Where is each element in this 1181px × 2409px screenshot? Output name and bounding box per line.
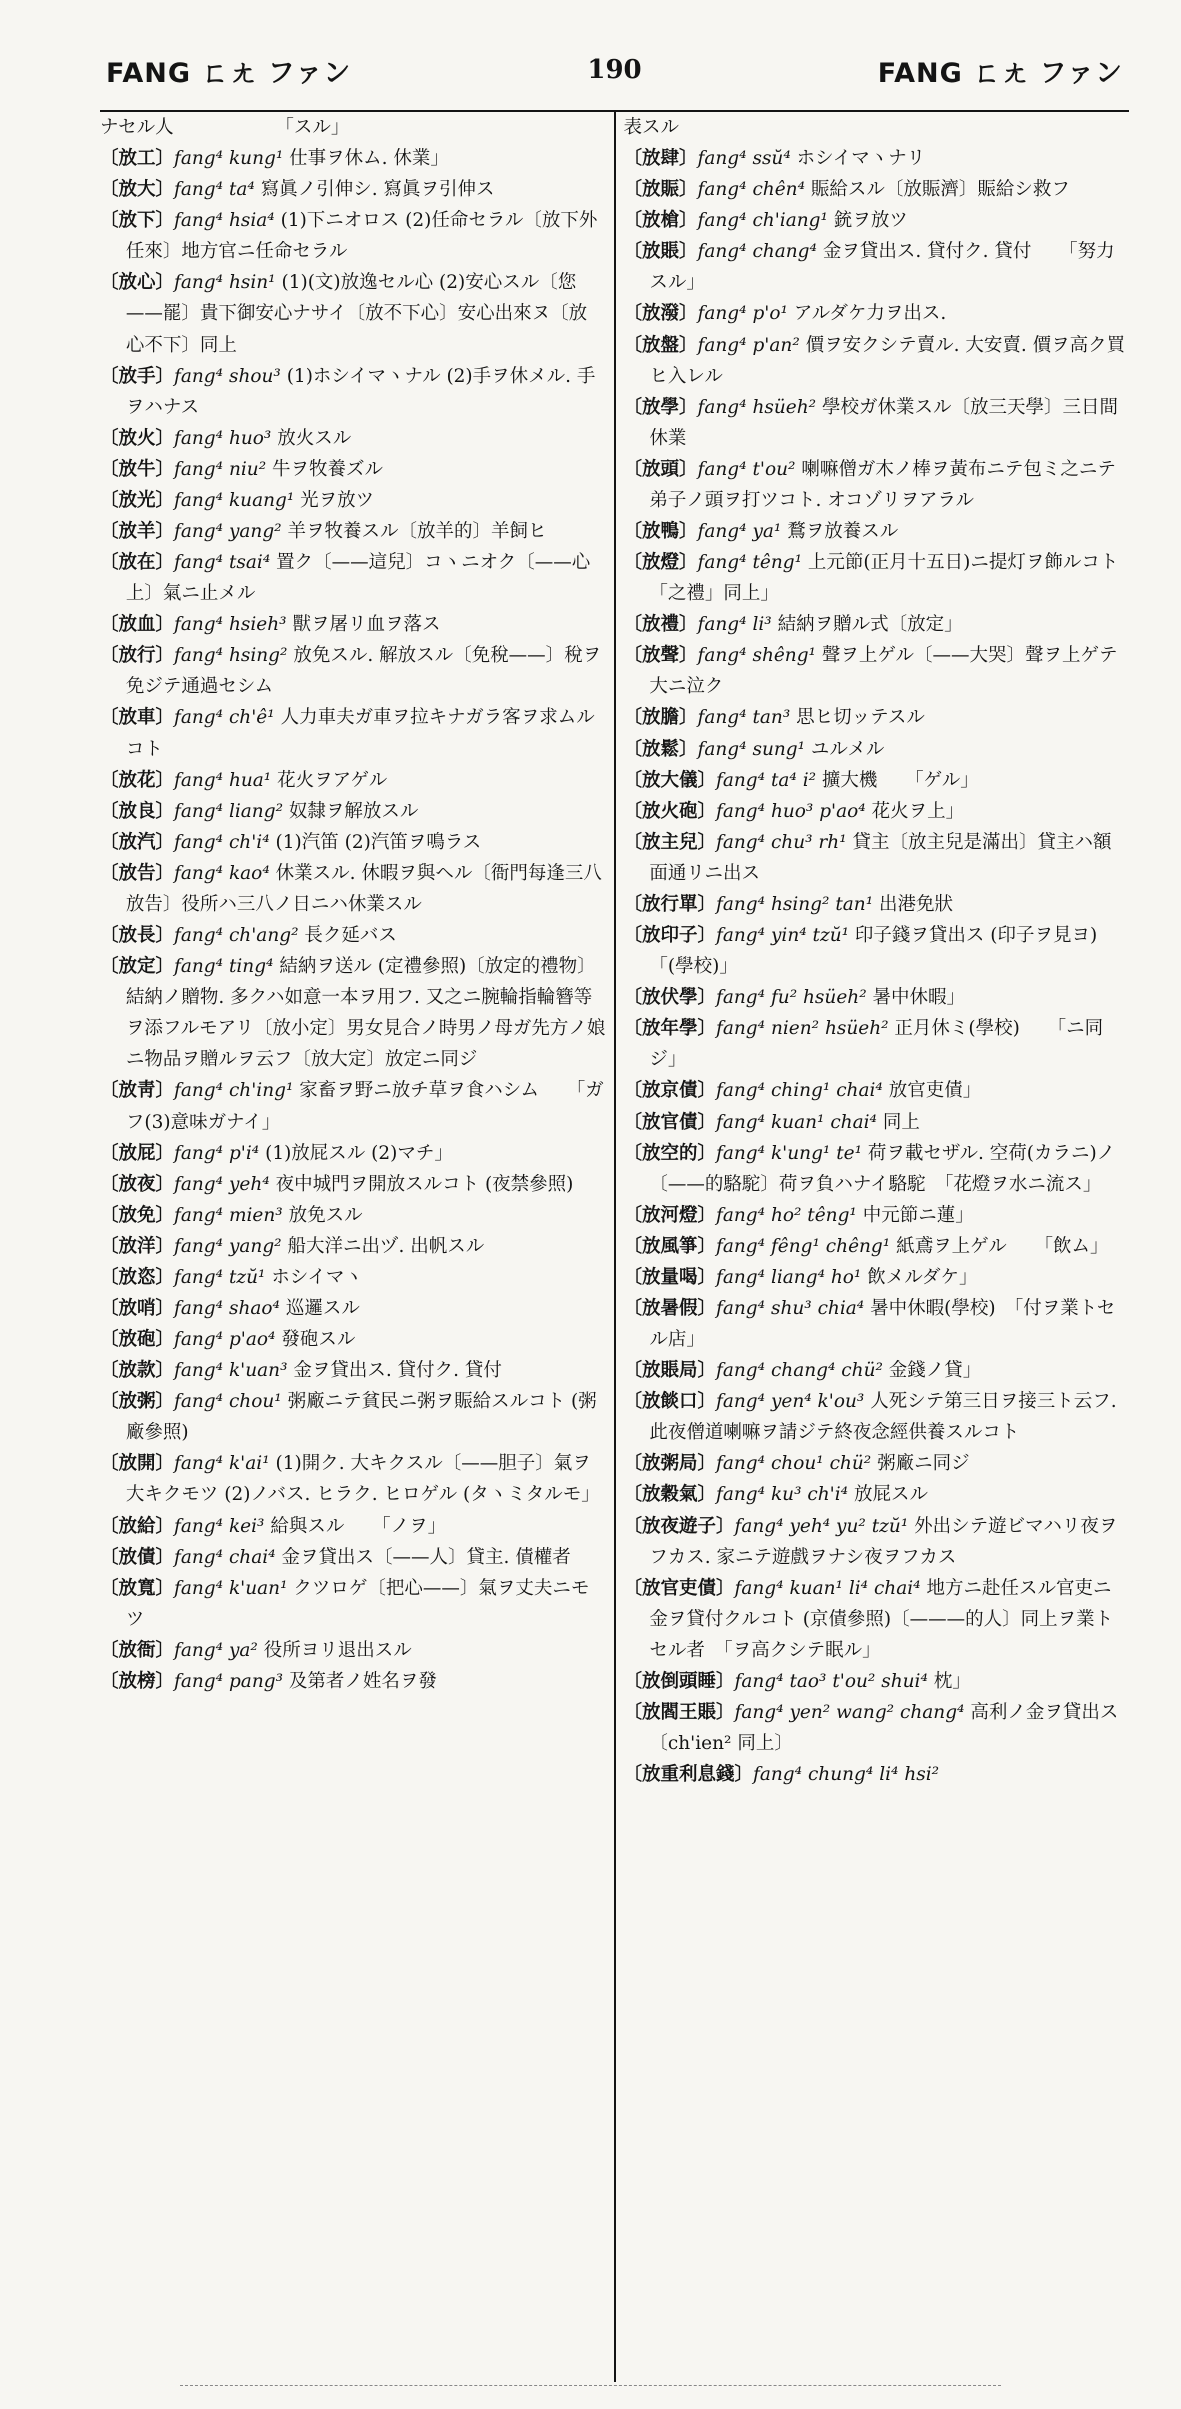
entry-headword: 〔放量喝〕 [623, 1266, 717, 1288]
entry-headword: 〔放火砲〕 [623, 800, 717, 822]
dictionary-entry [624, 1262, 1130, 1293]
dictionary-entry [624, 702, 1130, 733]
entry-headword: 〔放花〕 [100, 769, 175, 791]
entry-headword: 〔放行單〕 [623, 893, 717, 915]
entry-headword: 〔放汽〕 [100, 831, 175, 853]
entry-definition: 銃ヲ放ツ [827, 210, 908, 232]
entry-romanization: fang⁴ huo³ [174, 427, 272, 449]
entry-romanization: fang⁴ huo³ p'ao⁴ [716, 800, 866, 822]
entry-headword: 〔放砲〕 [100, 1329, 175, 1351]
entry-headword: 〔放潑〕 [623, 303, 698, 325]
entry-headword: 〔放風箏〕 [623, 1235, 717, 1257]
entry-definition: 金ヲ貸出ス〔——人〕貸主. 債權者 [275, 1546, 571, 1568]
entry-headword: 〔放告〕 [100, 862, 175, 884]
entry-headword: 〔放靑〕 [100, 1080, 175, 1102]
entry-definition: 牛ヲ牧養ズル [266, 458, 383, 480]
entry-romanization: fang⁴ liang² [174, 800, 283, 822]
entry-definition: ナセル人 「スル」 [100, 117, 350, 138]
entry-headword: 〔放賑〕 [623, 179, 698, 201]
page-header [100, 40, 1129, 100]
dictionary-columns [100, 110, 1137, 2382]
dictionary-entry [100, 423, 606, 454]
dictionary-entry [100, 1169, 606, 1200]
entry-definition: 同上 [876, 1111, 920, 1133]
entry-headword: 〔放寬〕 [100, 1577, 175, 1599]
entry-headword: 〔放債〕 [100, 1546, 175, 1568]
entry-headword: 〔放榜〕 [100, 1670, 175, 1692]
dictionary-entry [100, 827, 606, 858]
entry-headword: 〔放主兒〕 [623, 831, 717, 853]
dictionary-entry [624, 298, 1130, 329]
entry-definition: 思ヒ切ッテスル [790, 707, 925, 729]
entry-definition: 印子錢ヲ貸出ス (印子ヲ見ヨ) 「(學校)」 [649, 925, 1135, 978]
entry-romanization: fang⁴ p'o¹ [697, 303, 788, 325]
entry-definition: 暑中休暇(學校) 「付ヲ業トセル店」 [649, 1297, 1116, 1351]
entry-romanization: fang⁴ k'uan³ [174, 1360, 288, 1382]
entry-definition: アルダケ力ヲ出ス. [787, 303, 947, 325]
entry-definition: 結納ヲ贈ル式〔放定」 [771, 614, 963, 636]
entry-definition: 夜中城門ヲ開放スルコト (夜禁參照) [269, 1173, 574, 1195]
entry-headword: 〔放學〕 [623, 396, 698, 418]
dictionary-entry [100, 609, 606, 640]
entry-romanization: fang⁴ hsing² tan¹ [716, 893, 874, 915]
entry-definition: 荷ヲ載セザル. 空荷(カラニ)ノ〔——的駱駝〕荷ヲ負ハナイ駱駝 「花燈ヲ水ニ流ス」 [649, 1142, 1116, 1195]
entry-definition: 紙鳶ヲ上ゲル 「飲ム」 [890, 1235, 1109, 1257]
entry-romanization: fang⁴ yen⁴ k'ou³ [716, 1391, 865, 1413]
entry-romanization: fang⁴ yin⁴ tzŭ¹ [716, 925, 850, 947]
entry-definition: 枕」 [927, 1670, 971, 1692]
entry-headword: 〔放給〕 [100, 1515, 175, 1537]
entry-definition: 羊ヲ牧養スル〔放羊的〕羊飼ヒ [281, 521, 547, 543]
entry-romanization: fang⁴ chu³ rh¹ [716, 831, 847, 853]
entry-headword: 〔放鬆〕 [623, 738, 698, 760]
entry-definition: 地方ニ赴任スル官吏ニ金ヲ貸付クルコト (京債參照)〔———的人〕同上ヲ業トセル者 「ヲ高クシテ眠ル」 [649, 1577, 1114, 1661]
dictionary-entry [624, 1075, 1130, 1106]
entry-headword: 〔放夜遊子〕 [623, 1515, 735, 1537]
entry-headword: 〔放夜〕 [100, 1173, 175, 1195]
dictionary-entry [100, 702, 606, 764]
entry-headword: 〔放燈〕 [623, 552, 698, 574]
dictionary-entry [624, 1697, 1130, 1759]
dictionary-entry [100, 1666, 606, 1697]
entry-definition: 給與スル 「ノヲ」 [264, 1515, 447, 1537]
entry-romanization: fang⁴ niu² [174, 458, 267, 480]
entry-definition: 學校ガ休業スル〔放三天學〕三日間休業 [649, 396, 1118, 449]
entry-romanization: fang⁴ shu³ chia⁴ [716, 1297, 865, 1319]
entry-romanization: fang⁴ p'ao⁴ [174, 1329, 276, 1351]
dictionary-entry [624, 1231, 1130, 1262]
entry-romanization: fang⁴ yeh⁴ yu² tzŭ¹ [734, 1515, 909, 1537]
entry-romanization: fang⁴ ya¹ [697, 521, 782, 543]
entry-definition: 金錢ノ貸」 [882, 1360, 982, 1382]
entry-headword: 〔放血〕 [100, 614, 175, 636]
entry-headword: 〔放車〕 [100, 707, 175, 729]
entry-romanization: fang⁴ hsing² [174, 645, 288, 667]
entry-romanization: fang⁴ ya² [174, 1639, 258, 1661]
entry-definition: 金ヲ貸出ス. 貸付ク. 貸付 「努力スル」 [649, 241, 1115, 294]
entry-headword: 〔放禮〕 [623, 614, 698, 636]
entry-definition: 賑給スル〔放賑濟〕賑給シ救フ [805, 179, 1070, 201]
entry-definition: 及第者ノ姓名ヲ發 [283, 1670, 437, 1692]
dictionary-entry [100, 485, 606, 516]
entry-definition: ホシイマヽナリ [790, 148, 926, 170]
dictionary-entry [100, 143, 606, 174]
entry-romanization: fang⁴ chung⁴ li⁴ hsi² [753, 1764, 940, 1786]
dictionary-entry [624, 392, 1130, 454]
entry-romanization: fang⁴ shou³ [174, 365, 281, 387]
dictionary-entry [624, 765, 1130, 796]
dictionary-entry [624, 1200, 1130, 1231]
entry-definition: 放官吏債」 [882, 1080, 982, 1102]
entry-romanization: fang⁴ ch'iang¹ [697, 210, 828, 232]
entry-romanization: fang⁴ kuan¹ chai⁴ [716, 1111, 877, 1133]
entry-headword: 〔放暑假〕 [623, 1297, 717, 1319]
dictionary-entry [100, 1293, 606, 1324]
entry-romanization: fang⁴ yen² wang² chang⁴ [734, 1701, 965, 1723]
entry-definition: 金ヲ貸出ス. 貸付ク. 貸付 [287, 1360, 502, 1382]
entry-romanization: fang⁴ ch'i⁴ [174, 831, 270, 853]
dictionary-entry [624, 1759, 1130, 1790]
entry-romanization: fang⁴ nien² hsüeh² [716, 1018, 889, 1040]
dictionary-entry [624, 889, 1130, 920]
entry-definition: ユルメル [805, 738, 885, 760]
entry-headword: 〔放粥〕 [100, 1391, 175, 1413]
entry-romanization: fang⁴ liang⁴ ho¹ [716, 1266, 862, 1288]
entry-headword: 〔放在〕 [100, 552, 175, 574]
entry-definition: 粥廠ニテ貧民ニ粥ヲ賑給スルコト (粥廠參照) [125, 1391, 597, 1444]
dictionary-entry [624, 112, 1130, 143]
dictionary-entry [100, 1138, 606, 1169]
entry-headword: 〔放光〕 [100, 489, 175, 511]
entry-definition: 仕事ヲ休ム. 休業」 [283, 148, 449, 170]
entry-romanization: fang⁴ hsin¹ [174, 272, 276, 294]
entry-romanization: fang⁴ ting⁴ [174, 956, 274, 978]
dictionary-entry [100, 1231, 606, 1262]
entry-definition: 正月休ミ(學校) 「ニ同ジ」 [649, 1018, 1104, 1071]
entry-definition: 巡邏スル [279, 1297, 360, 1319]
dictionary-entry [624, 174, 1130, 205]
entry-romanization: fang⁴ fu² hsüeh² [716, 987, 867, 1009]
entry-romanization: fang⁴ p'an² [697, 334, 800, 356]
entry-romanization: fang⁴ tsai⁴ [174, 552, 271, 574]
entry-definition: 貸主〔放主兒是滿出〕貸主ハ額面通リニ出ス [649, 831, 1112, 884]
dictionary-entry [100, 920, 606, 951]
entry-headword: 〔放官吏債〕 [623, 1577, 735, 1599]
entry-headword: 〔放良〕 [100, 800, 175, 822]
entry-definition: 高利ノ金ヲ貸出ス〔ch'ien² 同上〕 [649, 1701, 1119, 1755]
entry-definition: 人死シテ第三日ヲ接三ト云フ. 此夜僧道喇嘛ヲ請ジテ終夜念經供養スルコト [649, 1391, 1117, 1444]
entry-romanization: fang⁴ kuan¹ li⁴ chai⁴ [734, 1577, 921, 1599]
entry-definition: (1)開ク. 大キクスル〔——胆子〕氣ヲ大キクモツ (2)ノバス. ヒラク. ヒロゲル (タヽミタルモ」 [125, 1453, 600, 1506]
dictionary-entry [100, 1635, 606, 1666]
dictionary-entry [624, 516, 1130, 547]
entry-romanization: fang⁴ chang⁴ [697, 241, 817, 263]
entry-romanization: fang⁴ kung¹ [174, 148, 284, 170]
dictionary-entry [624, 796, 1130, 827]
entry-romanization: fang⁴ mien³ [174, 1204, 283, 1226]
entry-definition: (1)放屁スル (2)マチ」 [259, 1142, 453, 1164]
entry-definition: 寫眞ノ引伸シ. 寫眞ヲ引伸ス [254, 179, 495, 201]
entry-headword: 〔放衙〕 [100, 1639, 175, 1661]
page-number: 190 [587, 55, 642, 85]
entry-definition: 聲ヲ上ゲル〔——大哭〕聲ヲ上ゲテ大ニ泣ク [649, 645, 1118, 698]
entry-romanization: fang⁴ kuang¹ [174, 489, 295, 511]
dictionary-entry [100, 858, 606, 920]
entry-definition: 役所ヨリ退出スル [257, 1639, 412, 1661]
entry-headword: 〔放哨〕 [100, 1297, 175, 1319]
entry-romanization: fang⁴ hsia⁴ [174, 210, 275, 232]
entry-definition: 放免スル [282, 1204, 363, 1226]
dictionary-entry [623, 920, 1135, 982]
right-column [614, 112, 1137, 2382]
entry-romanization: fang⁴ ta⁴ i² [716, 769, 817, 791]
dictionary-entry [624, 1666, 1130, 1697]
entry-romanization: fang⁴ k'ung¹ te¹ [716, 1142, 863, 1164]
entry-headword: 〔放空的〕 [623, 1142, 717, 1164]
entry-romanization: fang⁴ kei³ [174, 1515, 265, 1537]
entry-romanization: fang⁴ chên⁴ [697, 179, 806, 201]
entry-definition: 放免スル. 解放スル〔免稅——〕稅ヲ免ジテ通過セシム [125, 645, 602, 698]
entry-definition: 置ク〔——這兒〕コヽニオク〔——心上〕氣ニ止メル [125, 552, 591, 605]
entry-definition: (1)下ニオロス (2)任命セラル〔放下外任來〕地方官ニ任命セラル [125, 210, 598, 263]
entry-headword: 〔放大儀〕 [623, 769, 717, 791]
entry-romanization: fang⁴ ch'ing¹ [174, 1080, 294, 1102]
dictionary-entry [624, 609, 1130, 640]
dictionary-entry [100, 1200, 606, 1231]
entry-definition: 放火スル [271, 427, 352, 449]
entry-headword: 〔放肆〕 [623, 148, 698, 170]
entry-headword: 〔放賬〕 [623, 241, 698, 263]
entry-headword: 〔放重利息錢〕 [623, 1764, 754, 1786]
entry-romanization: fang⁴ shao⁴ [174, 1297, 280, 1319]
entry-definition: 表スル [623, 117, 680, 138]
dictionary-entry [100, 640, 606, 702]
entry-romanization: fang⁴ ho² têng¹ [716, 1204, 857, 1226]
entry-definition: 放屁スル [848, 1484, 928, 1506]
dictionary-entry [624, 330, 1130, 392]
entry-headword: 〔放鴨〕 [623, 521, 698, 543]
entry-definition: 擴大機 「ゲル」 [816, 769, 979, 791]
entry-headword: 〔放下〕 [100, 210, 175, 232]
entry-headword: 〔放頭〕 [623, 458, 698, 480]
entry-romanization: fang⁴ k'ai¹ [174, 1453, 270, 1475]
dictionary-entry [624, 1511, 1130, 1573]
entry-romanization: fang⁴ ching¹ chai⁴ [716, 1080, 883, 1102]
dictionary-entry [624, 1573, 1130, 1666]
entry-headword: 〔放免〕 [100, 1204, 175, 1226]
entry-definition: 出港免狀 [873, 893, 954, 915]
entry-headword: 〔放聲〕 [623, 645, 698, 667]
entry-romanization: fang⁴ fêng¹ chêng¹ [716, 1235, 891, 1257]
dictionary-entry [100, 1324, 606, 1355]
entry-headword: 〔放恣〕 [100, 1266, 175, 1288]
dictionary-entry [100, 951, 606, 1075]
entry-romanization: fang⁴ ch'ang² [174, 925, 299, 947]
dictionary-entry [624, 1138, 1130, 1200]
entry-definition: 上元節(正月十五日)ニ提灯ヲ飾ルコト 「之禮」同上」 [649, 552, 1137, 605]
entry-romanization: fang⁴ ku³ ch'i⁴ [716, 1484, 849, 1506]
entry-romanization: fang⁴ t'ou² [697, 458, 796, 480]
dictionary-entry [100, 1075, 606, 1137]
dictionary-entry [100, 1511, 606, 1542]
dictionary-entry [624, 734, 1130, 765]
entry-headword: 〔放洋〕 [100, 1235, 175, 1257]
dictionary-entry [624, 1479, 1130, 1510]
header-right-guide: FANG ㄈㄤ ファン [877, 57, 1123, 89]
entry-headword: 〔放羊〕 [100, 521, 175, 543]
entry-headword: 〔放倒頭睡〕 [623, 1670, 735, 1692]
dictionary-entry [100, 1262, 606, 1293]
entry-romanization: fang⁴ yeh⁴ [174, 1173, 270, 1195]
entry-romanization: fang⁴ pang³ [174, 1670, 283, 1692]
entry-headword: 〔放行〕 [100, 645, 175, 667]
entry-headword: 〔放伏學〕 [623, 987, 717, 1009]
dictionary-entry [100, 1542, 606, 1573]
entry-romanization: fang⁴ tao³ t'ou² shui⁴ [734, 1670, 928, 1692]
entry-romanization: fang⁴ têng¹ [697, 552, 803, 574]
dictionary-entry [624, 1386, 1130, 1448]
dictionary-entry [624, 236, 1130, 298]
entry-romanization: fang⁴ ta⁴ [174, 179, 255, 201]
entry-romanization: fang⁴ sung¹ [697, 738, 806, 760]
entry-definition: 奴隸ヲ解放スル [282, 800, 419, 822]
entry-definition: 結納ヲ送ル (定禮參照)〔放定的禮物〕結納ノ贈物. 多クハ如意一本ヲ用フ. 又之ニ腕輪指輪簪等ヲ添フルモアリ〔放小定〕男女見合ノ時男ノ母ガ先方ノ娘ニ物品ヲ贈ルヲ云フ〔放大定〕放定ニ同ジ [125, 956, 606, 1071]
entry-definition: 休業スル. 休暇ヲ與ヘル〔衙門每逢三八放告〕役所ハ三八ノ日ニハ休業スル [125, 862, 602, 915]
entry-romanization: fang⁴ shêng¹ [697, 645, 816, 667]
entry-romanization: fang⁴ hsieh³ [174, 614, 287, 636]
entry-headword: 〔放膽〕 [623, 707, 698, 729]
entry-headword: 〔放款〕 [100, 1360, 175, 1382]
entry-headword: 〔放定〕 [100, 956, 175, 978]
entry-headword: 〔放穀氣〕 [623, 1484, 717, 1506]
dictionary-entry [100, 174, 606, 205]
entry-definition: 船大洋ニ出ヅ. 出帆スル [281, 1235, 485, 1257]
entry-headword: 〔放河燈〕 [623, 1204, 717, 1226]
entry-romanization: fang⁴ p'i⁴ [174, 1142, 260, 1164]
entry-romanization: fang⁴ chou¹ chü² [716, 1453, 872, 1475]
entry-headword: 〔放盤〕 [623, 334, 698, 356]
dictionary-entry [100, 267, 606, 360]
entry-definition: (1)(文)放逸セル心 (2)安心スル〔您——罷〕貴下御安心ナサイ〔放不下心〕安心出來ヌ〔放心不下〕同上 [125, 272, 588, 356]
entry-definition: 獸ヲ屠リ血ヲ落ス [286, 614, 441, 636]
entry-romanization: fang⁴ ssŭ⁴ [697, 148, 791, 170]
entry-definition: 家畜ヲ野ニ放チ草ヲ食ハシム 「ガフ(3)意味ガナイ」 [125, 1080, 604, 1133]
entry-definition: 花火ヲ上」 [865, 800, 965, 822]
entry-headword: 〔放槍〕 [623, 210, 698, 232]
dictionary-entry [100, 205, 606, 267]
dictionary-entry [624, 1448, 1130, 1479]
entry-headword: 〔放餤口〕 [623, 1391, 717, 1413]
entry-definition: 發砲スル [275, 1329, 356, 1351]
entry-romanization: fang⁴ k'uan¹ [174, 1577, 288, 1599]
entry-headword: 〔放官債〕 [623, 1111, 717, 1133]
entry-definition: 飲メルダケ」 [861, 1266, 978, 1288]
entry-romanization: fang⁴ hsüeh² [697, 396, 817, 418]
dictionary-entry [624, 205, 1130, 236]
entry-definition: 價ヲ安クシテ賣ル. 大安賣. 價ヲ高ク買ヒ入レル [649, 334, 1126, 387]
dictionary-entry [100, 361, 606, 423]
dictionary-entry [624, 827, 1130, 889]
entry-headword: 〔放印子〕 [623, 925, 717, 947]
dictionary-entry [623, 547, 1137, 609]
entry-headword: 〔放粥局〕 [623, 1453, 717, 1475]
dictionary-entry [624, 640, 1130, 702]
entry-definition: (1)ホシイマヽナル (2)手ヲ休メル. 手ヲハナス [125, 365, 596, 418]
entry-definition: 長ク延バス [298, 925, 397, 947]
entry-romanization: fang⁴ chang⁴ chü² [716, 1360, 883, 1382]
entry-definition: 喇嘛僧ガ木ノ棒ヲ黃布ニテ包ミ之ニテ弟子ノ頭ヲ打ツコト. オコゾリヲアラル [649, 458, 1116, 511]
entry-romanization: fang⁴ chou¹ [174, 1391, 282, 1413]
dictionary-entry [100, 112, 606, 143]
entry-romanization: fang⁴ chai⁴ [174, 1546, 276, 1568]
dictionary-entry [624, 1293, 1130, 1355]
entry-headword: 〔放牛〕 [100, 458, 175, 480]
entry-headword: 〔放閻王賬〕 [623, 1701, 735, 1723]
entry-romanization: fang⁴ tzŭ¹ [174, 1266, 266, 1288]
footer-rule [180, 2385, 1001, 2386]
entry-headword: 〔放火〕 [100, 427, 175, 449]
entry-romanization: fang⁴ yang² [174, 1235, 282, 1257]
dictionary-entry [100, 1386, 606, 1448]
entry-romanization: fang⁴ hua¹ [174, 769, 272, 791]
dictionary-entry [624, 454, 1130, 516]
dictionary-entry [624, 1013, 1130, 1075]
entry-definition: クツロゲ〔把心——〕氣ヲ丈夫ニモツ [125, 1577, 590, 1630]
entry-definition: 光ヲ放ツ [294, 489, 375, 511]
entry-romanization: fang⁴ li³ [697, 614, 772, 636]
entry-headword: 〔放長〕 [100, 925, 175, 947]
entry-headword: 〔放開〕 [100, 1453, 175, 1475]
entry-headword: 〔放大〕 [100, 179, 175, 201]
entry-definition: 粥廠ニ同ジ [871, 1453, 970, 1475]
dictionary-entry [624, 1107, 1130, 1138]
entry-definition: 暑中休暇」 [866, 987, 965, 1009]
entry-definition: 人力車夫ガ車ヲ拉キナガラ客ヲ求ムルコト [125, 707, 595, 760]
dictionary-entry [100, 1355, 606, 1386]
dictionary-entry [100, 1573, 606, 1635]
entry-headword: 〔放京債〕 [623, 1080, 717, 1102]
entry-headword: 〔放年學〕 [623, 1018, 717, 1040]
entry-headword: 〔放工〕 [100, 148, 175, 170]
dictionary-entry [100, 796, 606, 827]
dictionary-entry [624, 143, 1130, 174]
entry-definition: 鶩ヲ放養スル [781, 521, 899, 543]
entry-headword: 〔放賬局〕 [623, 1360, 717, 1382]
entry-headword: 〔放心〕 [100, 272, 175, 294]
dictionary-entry [624, 982, 1130, 1013]
dictionary-entry [100, 454, 606, 485]
dictionary-entry [100, 516, 606, 547]
dictionary-entry [100, 765, 606, 796]
dictionary-entry [624, 1355, 1130, 1386]
dictionary-entry [100, 547, 606, 609]
entry-romanization: fang⁴ tan³ [697, 707, 791, 729]
entry-romanization: fang⁴ kao⁴ [174, 862, 270, 884]
entry-definition: ホシイマヽ [265, 1266, 363, 1288]
entry-definition: (1)汽笛 (2)汽笛ヲ鳴ラス [269, 831, 482, 853]
entry-definition: 花火ヲアゲル [271, 769, 388, 791]
entry-headword: 〔放手〕 [100, 365, 175, 387]
entry-headword: 〔放屁〕 [100, 1142, 175, 1164]
entry-definition: 外出シテ遊ビマハリ夜ヲフカス. 家ニテ遊戲ヲナシ夜ヲフカス [649, 1515, 1118, 1568]
left-column [100, 112, 614, 2382]
entry-romanization: fang⁴ ch'ê¹ [174, 707, 275, 729]
entry-romanization: fang⁴ yang² [174, 521, 282, 543]
dictionary-entry [100, 1448, 606, 1510]
header-left-guide: FANG ㄈㄤ ファン [106, 57, 352, 89]
entry-definition: 中元節ニ蓮」 [856, 1204, 974, 1226]
